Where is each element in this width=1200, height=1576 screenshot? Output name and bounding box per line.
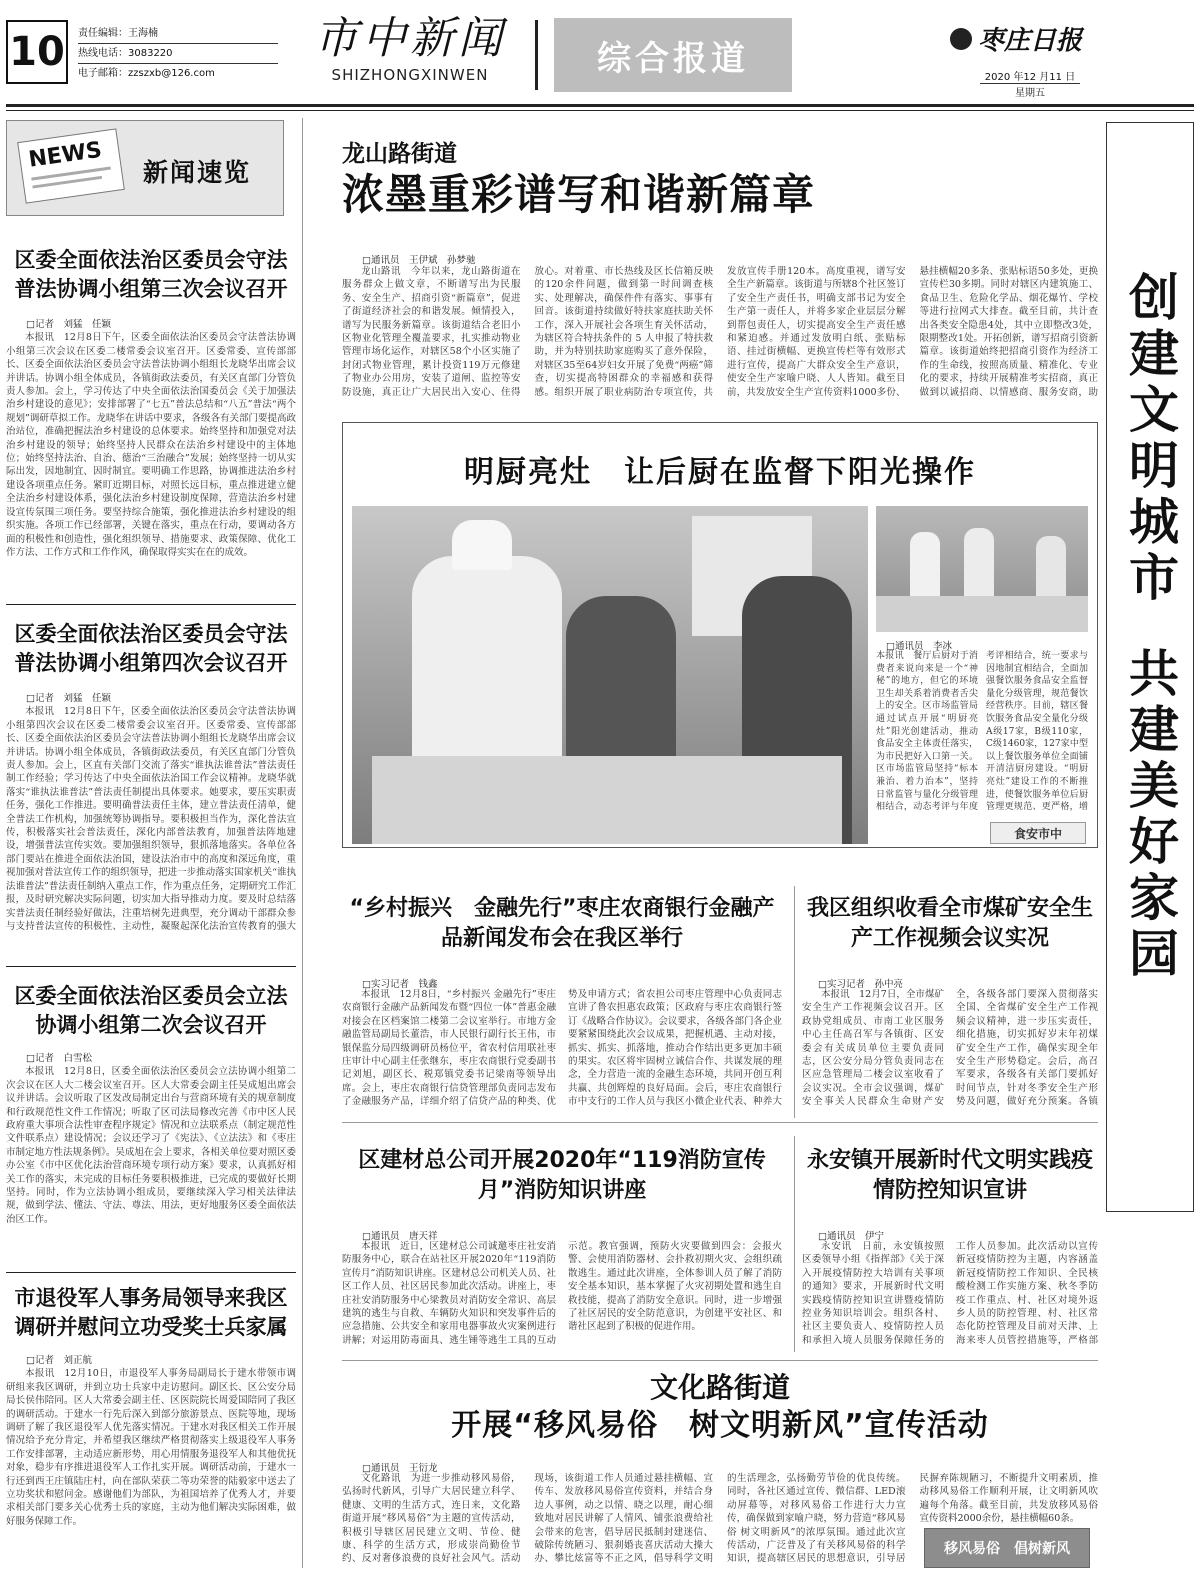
kitchen-side-photo <box>876 506 1088 632</box>
culture-banner-text: 移风易俗 倡树新风 <box>944 1541 1070 1557</box>
email-line: 电子邮箱：zzszxb@126.com <box>78 68 215 79</box>
bank-title: “乡村振兴 金融先行”枣庄农商银行金融产品新闻发布会在我区举行 <box>349 896 775 951</box>
bank-body: 本报讯 12月8日，“乡村振兴 金融先行”枣庄农商银行金融产品新闻发布暨“四位一体”普惠金融对接会在区档案馆二楼第二会议室举行。市地方金融监管局副局长董浩，市人民银行副行长王伟，市银保监分局四级调研员杨位平，省农村信用联社枣庄审计中心副主任张继东，枣庄农商银行党委副书记刘旭，副区长、税郑镇党委书记梁南等领导出席。会上，枣庄农商银行信贷管理部负责同志发布了金融服务产品，详细介绍了信贷产品的种类、优势及申请方式；省农担公司枣庄管理中心负责同志宣讲了鲁农担惠农政策；区政府与枣庄农商银行签订《战略合作协议》。会议要求，各级各部门各企业要紧紧围绕此次会议成果，把握机遇、主动对接，抓实、抓实、抓落地，推动合作结出更多更加丰硕的果实。农区将牢固树立诚信合作、共谋发展的理念，全力营造一流的金融生态环境，共同开创互利共赢、共创辉煌的良好局面。会后，枣庄农商银行市中支行的工作人员与我区小微企业代表、种养大 <box>342 989 782 1108</box>
news-paper-icon <box>17 128 125 203</box>
masthead-rule-thick <box>6 104 1194 107</box>
divider-mid-vertical-1 <box>794 886 795 1118</box>
rule-left-3 <box>6 1272 296 1273</box>
kitchen-title: 明厨亮灶 让后厨在监督下阳光操作 <box>464 455 976 490</box>
lead-byline: □通讯员 王伊斌 孙梦驰 <box>362 255 476 266</box>
brand-name: 市中新闻 <box>314 13 506 64</box>
lead-body: 龙山路讯 今年以来，龙山路街道在服务群众上做文章，不断谱写出为民服务、安全生产、招商引资“新篇章”，促进了街道经济社会的和谐发展。倾情投入，谱写为民服务新篇章。该街道结合老旧小区物业化管理全覆盖要求，扎实推动物业管理市场化运作，对辖区58个小区实施了封闭式物业管理，累计投资119万元修建了物业办公用房，安装了道闸、监控等安防设施，真正让广大居民出入安心、住得放心。对着重、市长热线及区长信箱反映的120余件问题，做到第一时间调查核实、处理解决，确保件件有落实、事事有回音。该街道持续做好特扶家庭扶助关怀工作，深入开展社会各项生育关怀活动，为辖区符合特扶条件的 5 人申报了特扶救助，并为特别扶助家庭购买了意外保险，对辖区35至64岁妇女开展了免费“两癌”筛查，切实提高特困群众的幸福感和获得感。组织开展了职业病防治专项宣传，共发放宣传手册120本。高度重视，谱写安全生产新篇章。该街道与所辖8个社区签订了安全生产责任书，明确支部书记为安全生产第一责任人，并将多家企业层层分解到帮包责任人，切实提高安全生产责任感和紧迫感。并通过发放明白纸、张贴标语、挂过街横幅、更换宣传栏等有效形式进行宣传，提高广大群众安全生产意识，使安全生产家喻户晓、人人皆知。截至目前，共发放安全生产宣传资料1000多份、悬挂横幅20多条、张贴标语50多处，更换宣传栏30多期。同时对辖区内建筑施工、食品卫生、危险化学品、烟花爆竹、学校等进行拉网式大排查。截至目前，共计查出各类安全隐患4处，其中立即整改3处，限期整改1处。开拓创新，谱写招商引资新篇章。该街道始终把招商引资作为经济工作的生命线，按照高质量、精准化、专业化的要求，持续开展精准考实招商，真正做到以诚招商、以情感商、服务安商，助 <box>342 266 1098 398</box>
issue-weekday: 星期五 <box>1015 88 1045 99</box>
page-number-text: 10 <box>9 29 65 75</box>
brief-2-byline: □记者 刘猛 任颖 <box>26 693 111 704</box>
coal-body: 本报讯 12月7日，全市煤矿安全生产工作视频会议召开。区政协党组成员、市南工业区服务中心主任高召军与各镇街、区安委会有关成员单位主要负责同志，区公安分局分管负责同志在区应急管理局二楼会议室收看了会议实况。全市会议强调，煤矿安全事关人民群众生命财产安全，各级各部门要深入贯彻落实全国、全省煤矿安全生产工作视频会议精神，进一步压实责任，细化措施，切实抓好岁末年初煤矿安全生产工作，确保实现全年安全生产形势稳定。会后，高召军要求，各级各有关部门要抓好时间节点，针对冬季安全生产形势及问题，做好充分预案。各镇 <box>802 989 1098 1108</box>
rule-left-2 <box>6 966 296 967</box>
masthead-divider <box>535 20 538 90</box>
fire-story <box>342 1146 782 1206</box>
coal-story <box>802 894 1098 954</box>
rule-mid-2 <box>342 1360 1098 1361</box>
brief-3 <box>6 982 296 1239</box>
brief-3-body: 本报讯 12月8日，区委全面依法治区委员会立法协调小组第二次会议在区人大二楼会议室召开。区人大常委会副主任吴成旭出席会议并讲话。会议听取了区发改局制定出台与营商环境有关的规章制度和行政规范性文件工作情况；听取了区司法局修改完善《市中区人民政府重大事项合法性审查程序规定》情况和立法联系点（制定规范性文件联系点）建设情况；会议还学习了《宪法》、《立法法》和《枣庄市制定地方性法规条例》。吴成旭在会上要求，各相关单位要对照区委办公室《市中区优化法治营商环境专项行动方案》要求，认真抓好相关工作的落实，未完成的目标任务要积极推进，已完成的要做好长期坚持。同时，作为立法协调小组成员，要继续深入学习相关法律法规，做到学法、懂法、守法、尊法、用法，更好地服务区委全面依法治区工作。 <box>6 1066 296 1225</box>
rule-mid-1 <box>342 1122 1098 1123</box>
issue-date-text: 2020 年12 月11 日 <box>980 68 1080 84</box>
kitchen-byline: □通讯员 李冰 <box>886 641 952 652</box>
brief-3-title: 区委全面依法治区委员会立法协调小组第二次会议召开 <box>14 984 288 1037</box>
editor-line: 责任编辑：王海楠 <box>78 24 278 44</box>
bank-story <box>342 894 782 954</box>
brief-2 <box>6 620 296 933</box>
paper-logo <box>950 20 1140 57</box>
brief-1-byline: □记者 刘猛 任颖 <box>26 319 111 330</box>
brief-4-byline: □记者 刘正航 <box>26 1355 92 1366</box>
rule-left-1 <box>6 604 296 605</box>
kitchen-main-photo <box>352 506 868 844</box>
news-word: NEWS <box>27 137 104 173</box>
lead-kicker: 龙山路街道 <box>342 141 457 167</box>
yongan-story <box>802 1146 1098 1206</box>
brand-pinyin: SHIZHONGXINWEN <box>331 66 489 84</box>
culture-byline: □通讯员 王衍龙 <box>362 1463 438 1474</box>
culture-kicker: 文化路街道 <box>649 1371 790 1404</box>
coal-byline: □实习记者 孙中亮 <box>818 979 903 990</box>
brand-logo <box>300 12 520 84</box>
fire-byline: □通讯员 唐天祥 <box>362 1231 438 1242</box>
kitchen-table <box>876 596 1088 632</box>
brief-4-title: 市退役军人事务局领导来我区调研并慰问立功受奖士兵家属 <box>14 1286 288 1339</box>
brief-1 <box>6 246 296 573</box>
slogan-part-1: 创建文明城市 <box>1121 271 1179 607</box>
kitchen-watermark-text: 食安市中 <box>1013 826 1062 841</box>
brief-4-body: 本报讯 12月10日，市退役军人事务局副局长于建水带领市调研组来我区调研，并到立功士兵家中走访慰问。副区长、区公安分局局长侯伟陪同。区人大常委会副主任、区医院院长周爱国陪同了我区的调研活动。于建水一行先后深入到部分旅游景点、医院等地，现场调研了解了我区退役军人优先落实情况。于建水对我区相关工作开展情况给予充分肯定，并希望我区继续严格贯彻落实上级退役军人事务工作安排部署，主动适应新形势，用心用情服务退役军人和其他优抚对象，稳步有序推进退役军人工作扎实开展。调研活动前，于建水一行还到西王庄镇陆庄村，向在部队荣获二等功荣誉的陆毅家中送去了立功奖状和慰问金。感谢他们为部队，为祖国培养了优秀人才，并要求相关部门要多关心优秀士兵的家庭，主动为他们解决实际困难，做好服务保障工作。 <box>6 1368 296 1527</box>
culture-body: 文化路讯 为进一步推动移风易俗，弘扬时代新风，引导广大居民建立科学、健康、文明的生活方式，连日来，文化路街道开展“移风易俗”为主题的宣传活动，积极引导辖区居民建立文明、节俭、健康、科学的生活方式，形成崇尚勤俭节约、反对奢侈浪费的良好社会风气。活动现场，该街道工作人员通过悬挂横幅、宣传车、发放移风易俗宣传资料，并结合身边人事例，动之以情、晓之以理，耐心细致地对居民讲解了人情风、铺张浪费给社会带来的危害，倡导居民抵制封建迷信、破除传统陋习、狠刹婚丧喜庆活动大操大办、攀比炫富等不正之风，倡导科学文明的生活理念，弘扬勤劳节俭的优良传统。同时，各社区通过宣传、微信群、LED滚动屏幕等，对移风易俗工作进行大力宣传，确保做到家喻户晓，努力营造“移风易俗 树文明新风”的浓厚氛围。通过此次宣传活动，广泛普及了有关移风易俗的科学知识，提高辖区居民的思想意识，引导居民摒弃陈规陋习，不断提升文明素质，推动移风易俗工作顺利开展，让文明新风吹遍每个角落。截至目前，共发放移风易俗宣传资料2000余份，悬挂横幅60条。 <box>342 1473 1098 1565</box>
page-number <box>6 20 68 84</box>
brief-2-title: 区委全面依法治区委员会守法普法协调小组第四次会议召开 <box>14 622 288 675</box>
issue-date <box>980 68 1080 99</box>
section-title: 综合报道 <box>597 38 749 79</box>
fire-title: 区建材总公司开展2020年“119消防宣传月”消防知识讲座 <box>358 1148 766 1203</box>
slogan-part-2: 共建美好家园 <box>1121 647 1179 983</box>
kitchen-body: 本报讯 餐厅后厨对于消费者来说向来是一个“神秘”的地方，但它的环境卫生却关系着消费者舌尖上的安全。区市场监管局通过试点开展“明厨亮灶”阳光创建活动，推动食品安全主体责任落实，为市民把好入口第一关。区市场监管局坚持“标本兼治、着力治本”，坚持日常监管与量化分级管理相结合，动态考评与年度考评相结合，统一要求与因地制宜相结合，全面加强餐饮服务食品安全监督量化分级管理，规范餐饮经营秩序。目前，辖区餐饮服务食品安全量化分级A级17家，B级110家，C级1460家，127家中型以上餐饮服务单位全面铺开清洁厨房建设。“明厨亮灶”建设工作的不断推进，使餐饮服务单位后厨管理更规范、更严格，增 <box>876 651 1088 813</box>
coal-title: 我区组织收看全市煤矿安全生产工作视频会议实况 <box>806 896 1093 951</box>
news-label: 新闻速览 <box>143 158 252 187</box>
bank-byline: □实习记者 钱鑫 <box>362 979 438 990</box>
brief-1-body: 本报讯 12月8日下午，区委全面依法治区委员会守法普法协调小组第三次会议在区委二楼常委会议室召开。区委常委、宣传部部长、区委全面依法治区委员会守法普法协调小组组长龙晓华出席会议并讲话。协调小组全体成员，各镇街政法委员，有关区直部门分管负责人参加。会上，学习传达了中央全面依法治国委员会《关于加强法治乡村建设的意见》；安排部署了“七五”普法总结和“八五”普法“两个规划”调研草拟工作。龙晓华在讲话中要求，各级各有关部门要提高政治站位，准确把握法治乡村建设的总体要求。始终坚持和加强党对法治乡村建设的领导；始终坚持人民群众在法治乡村建设中的主体地位；始终坚持法治、自治、德治“三治融合”发展；始终坚持一切从实际出发，因地制宜、因时制宜。要明确工作思路，协调推进法治乡村建设各项重点任务。紧盯近期目标，对照长远目标，重点推进建立健全法治乡村建设体系，强化法治乡村建设制度保障，营造法治乡村建设宣传氛围三项任务。要坚持综合施策，强化推进法治乡村建设的组织实施。各项工作已经部署，关键在落实，重点在行动，要调动各方面的积极性和创造性，强化组织领导、措施要求、政策保障、优化工作方法、工作方式和工作作风，确保取得实实在在的成效。 <box>6 332 296 558</box>
yongan-title: 永安镇开展新时代文明实践疫情防控知识宣讲 <box>806 1148 1093 1203</box>
brief-1-title: 区委全面依法治区委员会守法普法协调小组第三次会议召开 <box>14 248 288 301</box>
lead-title: 浓墨重彩谱写和谐新篇章 <box>342 170 816 219</box>
kitchen-watermark <box>990 822 1086 844</box>
editor-info <box>78 24 278 83</box>
chef-hat <box>452 520 512 570</box>
section-badge <box>554 18 792 92</box>
culture-story <box>342 1370 1098 1446</box>
culture-title: 开展“移风易俗 树文明新风”宣传活动 <box>451 1408 989 1443</box>
paper-name: 枣庄日报 <box>978 26 1083 56</box>
vertical-slogan <box>1106 122 1194 1212</box>
yongan-body: 永安讯 日前，永安镇按照区委领导小组《指挥部》《关于深入开展疫情防控大培训有关事项的通知》要求，开展新时代文明实践疫情防控知识宣讲暨疫情防控业务知识培训会。组织各村、社区主要负责人、疫情防控人员和承担入境人员服务保障任务的工作人员参加。此次活动以宣传新冠疫情防控为主题，内容涵盖新冠疫情防控工作知识、全民核酸检测工作实施方案、秋冬季防疫工作重点、村、社区对境外返乡人员的防控管理、村、社区常态化防控管理及目前对天津、上海来枣人员管控措施等，严格部 <box>802 1241 1098 1346</box>
divider-mid-vertical-2 <box>794 1136 795 1352</box>
yongan-byline: □通讯员 伊宁 <box>818 1231 884 1242</box>
lead-story <box>342 140 1098 222</box>
column-divider-left <box>302 118 303 1568</box>
brief-3-byline: □记者 白雪松 <box>26 1053 92 1064</box>
fire-body: 本报讯 近日，区建材总公司诚邀枣庄社安消防服务中心，联合在站社区开展2020年“119消防宣传月”消防知识讲座。区建材总公司机关人员、社区工作人员、社区居民参加此次活动。讲座上，枣庄社安消防服务中心梁教员对消防安全常识、高层建筑的逃生与自救、车辆防火知识和突发事件后的应急措施、公共安全和家用电器事故火灾案例进行讲解；对运用防毒面具、逃生锤等逃生工具的互动示范。教官强调，预防火灾要做到四会：会报火警、会使用消防器材、会扑救初期火灾、会组织疏散逃生。通过此次讲座，全体参训人员了解了消防安全基本知识，基本掌握了火灾初期处置和逃生自救技能，提高了消防安全意识。同时，进一步增强了社区居民的安全防范意识，为创建平安社区、和谐社区起到了积极的促进作用。 <box>342 1241 782 1346</box>
hotline-line: 热线电话：3083220 <box>78 44 278 64</box>
paper-logo-icon <box>950 28 972 50</box>
news-badge <box>6 120 284 216</box>
counter-shape <box>372 756 842 844</box>
culture-banner <box>924 1528 1090 1568</box>
brief-2-body: 本报讯 12月8日下午，区委全面依法治区委员会守法普法协调小组第四次会议在区委二楼常委会议室召开。区委常委、宣传部部长、区委全面依法治区委员会守法普法协调小组组长龙晓华出席会议并讲话。协调小组全体成员，各镇街政法委员，有关区直部门分管负责人参加。会上，区直有关部门交流了落实“谁执法谁普法”普法责任制工作经验；学习传达了中央全面依法治国工作会议精神。龙晓华就落实“谁执法谁普法”普法责任制提出具体要求。她要求，要压实职责任务，强化工作推进。要明确普法责任主体，建立普法责任清单，健全普法工作机构，加强统筹协调指导。要积极担当作为，深化普法宣传，积极落实社会普法责任，深化内部普法教育，加强普法阵地建设，增强普法宣传实效。要加强组织领导，狠抓落地落实。各单位各部门要站在推进全面依法治国，建设法治市中的高度和深远角度，重视加强对普法宣传工作的组织领导，把进一步推动落实国家机关“谁执法谁普法”普法责任制纳入重点工作，作为重点任务，定期研究工作汇报，及时研究解决实际问题，切实加大指导推动力度。要及时总结落实普法责任制经验好做法，注重培树先进典型，充分调动干部群众参与支持普法宣传的积极性、主动性，凝聚起深化法治宣传教育的强大 <box>6 706 296 932</box>
brief-4 <box>6 1284 296 1527</box>
masthead-rule-thin <box>6 110 1194 111</box>
